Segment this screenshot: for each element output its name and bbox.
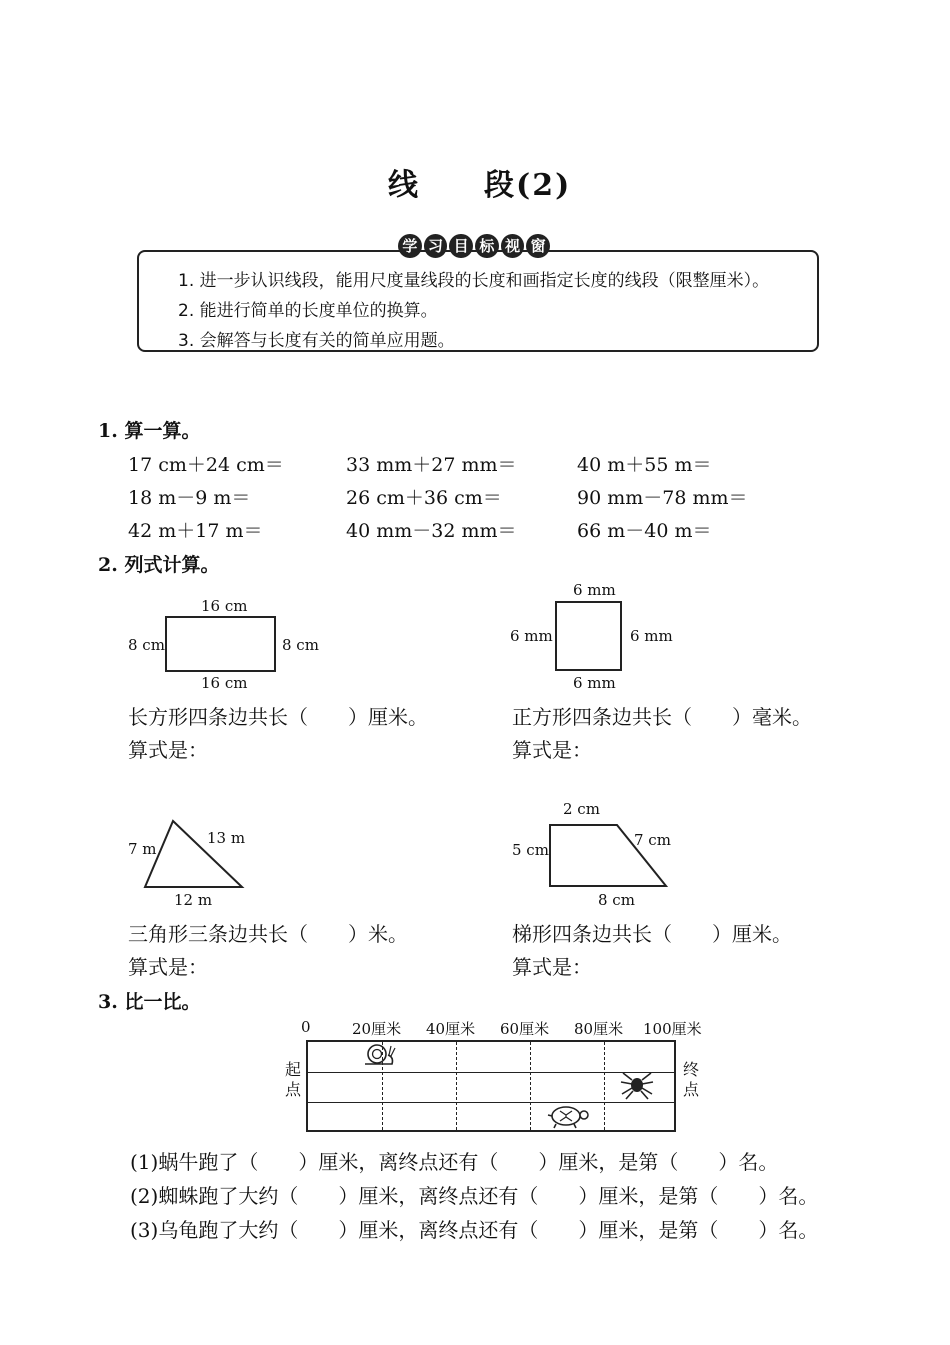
triangle-formula: 算式是： <box>128 955 208 979</box>
square-left-label: 6 mm <box>510 627 553 645</box>
goal-item: 1. 进一步认识线段，能用尺度量线段的长度和画指定长度的线段（限整厘米）。 <box>178 271 770 291</box>
q3-question: (3)乌龟跑了大约（ ）厘米，离终点还有（ ）厘米，是第（ ）名。 <box>130 1218 819 1242</box>
scale-label: 100厘米 <box>643 1020 702 1038</box>
spider-icon <box>620 1070 654 1100</box>
goal-item: 3. 会解答与长度有关的简单应用题。 <box>178 331 455 351</box>
q1-equation: 18 m－9 m＝ <box>128 487 251 509</box>
goal-tab-char: 视 <box>501 234 525 258</box>
rectangle-right-label: 8 cm <box>282 636 319 654</box>
learning-goals-tab <box>398 234 550 260</box>
q1-equation: 66 m－40 m＝ <box>577 520 712 542</box>
track-80cm-line <box>604 1042 605 1130</box>
start-label: 起点 <box>284 1060 301 1099</box>
end-label: 终点 <box>682 1060 699 1099</box>
rectangle-formula: 算式是： <box>128 738 208 762</box>
triangle-right-label: 13 m <box>207 829 246 847</box>
q1-equation: 90 mm－78 mm＝ <box>577 487 748 509</box>
q3-heading: 3. 比一比。 <box>98 991 201 1013</box>
scale-label: 40厘米 <box>426 1020 476 1038</box>
q1-heading: 1. 算一算。 <box>98 420 201 442</box>
square-shape <box>555 601 622 671</box>
q1-equation: 33 mm＋27 mm＝ <box>346 454 517 476</box>
rectangle-question: 长方形四条边共长（ ）厘米。 <box>128 705 428 729</box>
q3-question: (1)蜗牛跑了（ ）厘米，离终点还有（ ）厘米，是第（ ）名。 <box>130 1150 779 1174</box>
q1-equation: 42 m＋17 m＝ <box>128 520 263 542</box>
goal-item: 2. 能进行简单的长度单位的换算。 <box>178 301 438 321</box>
scale-label: 20厘米 <box>352 1020 402 1038</box>
trapezoid-question: 梯形四条边共长（ ）厘米。 <box>512 922 792 946</box>
track-row-divider <box>308 1102 674 1103</box>
q1-equation: 40 mm－32 mm＝ <box>346 520 517 542</box>
square-question: 正方形四条边共长（ ）毫米。 <box>512 705 812 729</box>
trapezoid-bottom-label: 8 cm <box>598 891 635 909</box>
rectangle-left-label: 8 cm <box>128 636 165 654</box>
goal-tab-char: 标 <box>475 234 499 258</box>
scale-label: 80厘米 <box>574 1020 624 1038</box>
goal-tab-char: 窗 <box>526 234 550 258</box>
scale-label: 0 <box>301 1018 311 1036</box>
trapezoid-top-label: 2 cm <box>563 800 600 818</box>
track-40cm-line <box>456 1042 457 1130</box>
triangle-question: 三角形三条边共长（ ）米。 <box>128 922 408 946</box>
snail-icon <box>362 1041 396 1067</box>
goal-tab-char: 习 <box>424 234 448 258</box>
scale-label: 60厘米 <box>500 1020 550 1038</box>
goal-tab-char: 学 <box>398 234 422 258</box>
square-bottom-label: 6 mm <box>573 674 616 692</box>
trapezoid-left-label: 5 cm <box>512 841 549 859</box>
square-formula: 算式是： <box>512 738 592 762</box>
square-top-label: 6 mm <box>573 581 616 599</box>
rectangle-shape <box>165 616 276 672</box>
trapezoid-right-label: 7 cm <box>634 831 671 849</box>
rectangle-top-label: 16 cm <box>201 597 248 615</box>
q1-equation: 40 m＋55 m＝ <box>577 454 712 476</box>
page-title: 线 段(2) <box>388 168 572 203</box>
q3-question: (2)蜘蛛跑了大约（ ）厘米，离终点还有（ ）厘米，是第（ ）名。 <box>130 1184 819 1208</box>
triangle-left-label: 7 m <box>128 840 157 858</box>
trapezoid-formula: 算式是： <box>512 955 592 979</box>
rectangle-bottom-label: 16 cm <box>201 674 248 692</box>
track-60cm-line <box>530 1042 531 1130</box>
square-right-label: 6 mm <box>630 627 673 645</box>
q1-equation: 17 cm＋24 cm＝ <box>128 454 284 476</box>
triangle-bottom-label: 12 m <box>174 891 213 909</box>
q1-equation: 26 cm＋36 cm＝ <box>346 487 502 509</box>
q2-heading: 2. 列式计算。 <box>98 554 220 576</box>
turtle-icon <box>546 1103 590 1129</box>
goal-tab-char: 目 <box>449 234 473 258</box>
